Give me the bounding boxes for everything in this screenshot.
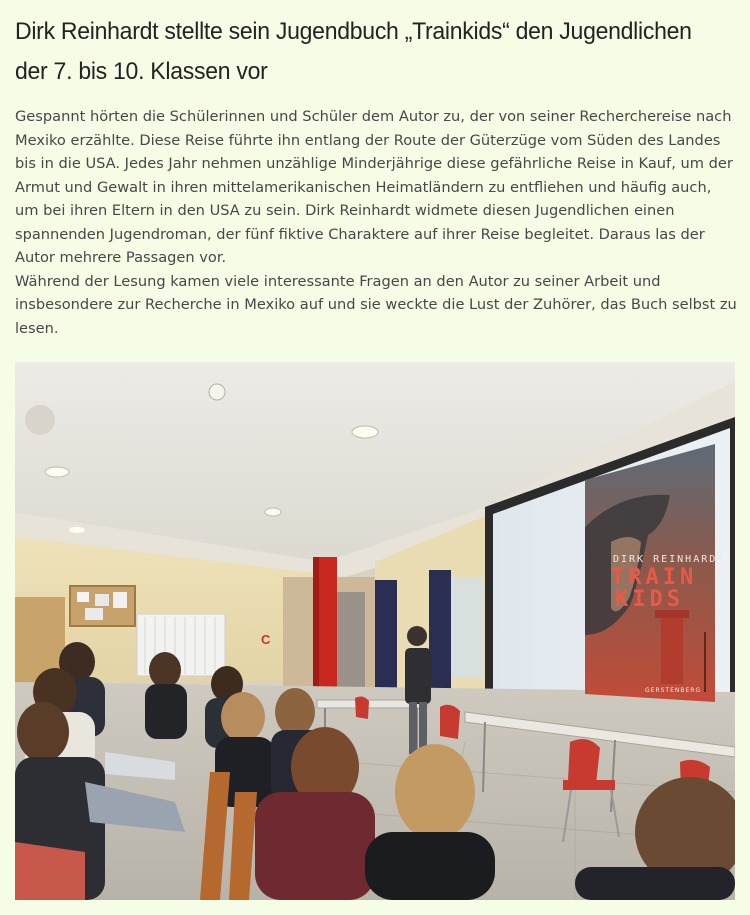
book-cover <box>585 444 725 702</box>
paragraph-1: Gespannt hörten die Schülerinnen und Schüler dem Autor zu, der von seiner Recherchereise nach Mexiko erzählte. Diese Reise führte ihn entlang der Route der Güterzüge vom Süden des Landes bis in die USA. Jedes Jahr nehmen unzählige Minderjährige diese gefährliche Reise in Kauf, um der Armut und Gewalt in ihren mittelamerikanischen Heimatländern zu entfliehen und häufig auch, um bei ihren Eltern in den USA zu sein. Dirk Reinhardt widmete diesen Jugendlichen einen spannenden Jugendroman, der fünf fiktive Charaktere auf ihrer Reise begleitet. Daraus las der Autor mehrere Passagen vor. <box>15 108 733 266</box>
book-title-line2: KIDS <box>615 587 684 612</box>
paragraph-2: Während der Lesung kamen viele interessante Fragen an den Autor zu seiner Arbeit und insbesondere zur Recherche in Mexiko auf und sie weckte die Lust der Zuhörer, das Buch selbst zu lesen. <box>15 272 737 337</box>
book-author: DIRK REINHARDT <box>613 554 726 565</box>
svg-text:C: C <box>261 632 271 647</box>
article-body <box>15 105 737 340</box>
book-publisher: GERSTENBERG <box>645 687 702 694</box>
article-title: Dirk Reinhardt stellte sein Jugendbuch „Trainkids“ den Jugendlichen der 7. bis 10. Klassen vor <box>15 18 692 85</box>
book-title-line1: TRAIN <box>611 565 698 590</box>
reading-event-photo <box>15 362 735 900</box>
